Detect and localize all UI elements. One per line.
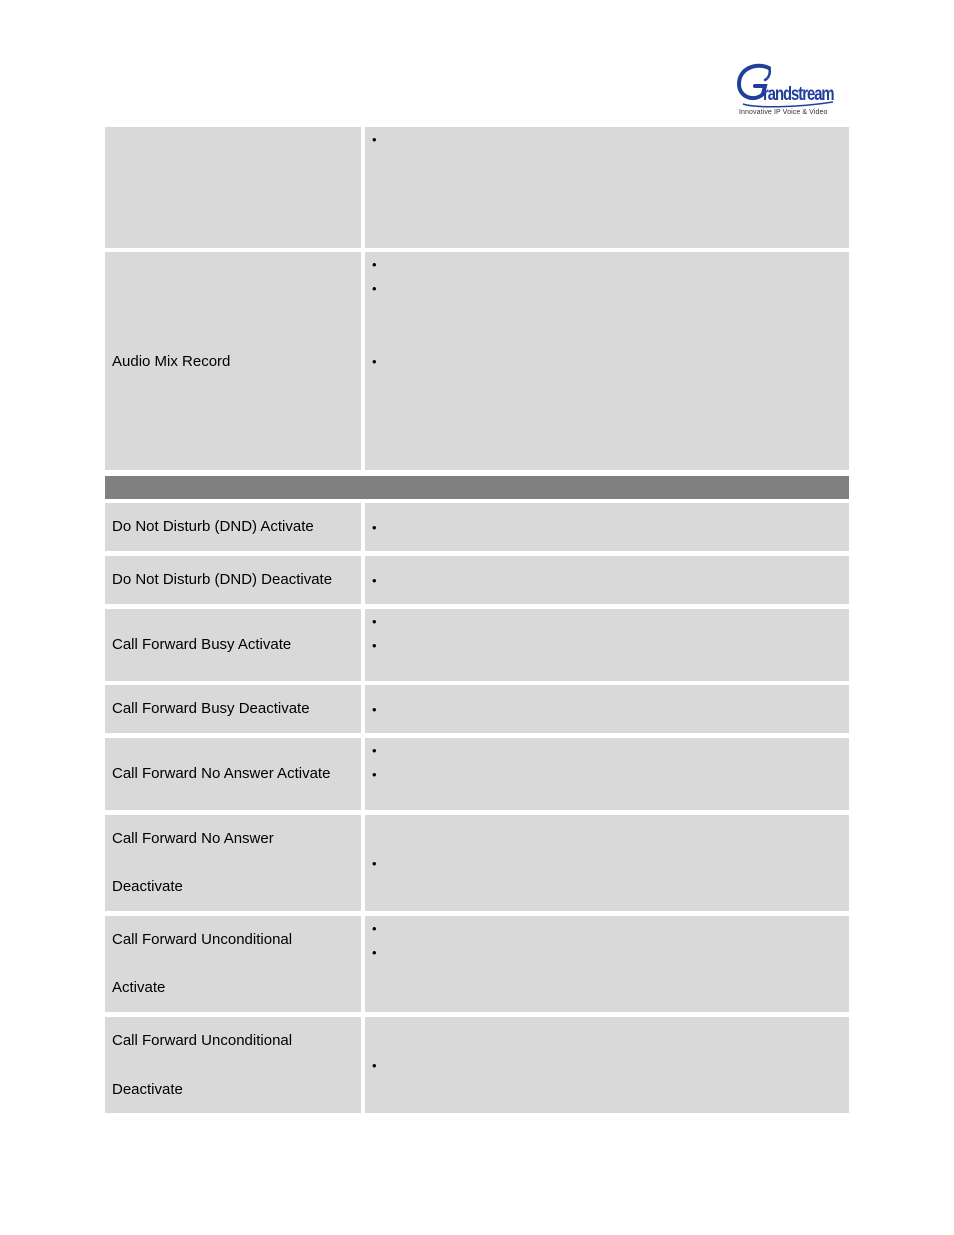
feature-label: Do Not Disturb (DND) Activate [112,518,314,535]
table-row [105,556,849,604]
bullet-icon: • [372,614,377,629]
section-header-bar [105,476,849,499]
feature-description-cell [365,738,849,810]
feature-name-cell [105,815,361,911]
feature-name-cell [105,609,361,681]
table-row [105,127,849,248]
feature-name-cell [105,127,361,248]
bullet-icon: • [372,945,377,960]
feature-description-cell [365,815,849,911]
feature-label: Call Forward No Answer Activate [112,765,331,782]
feature-description-cell [365,1017,849,1113]
feature-label: Deactivate [112,878,183,895]
feature-name-cell [105,252,361,470]
feature-name-cell [105,685,361,733]
feature-label: Activate [112,979,166,996]
feature-description-cell [365,685,849,733]
bullet-icon: • [372,856,377,871]
table-row [105,815,849,911]
feature-description-cell [365,609,849,681]
bullet-icon: • [372,702,377,717]
bullet-icon: • [372,1058,377,1073]
feature-description-cell [365,556,849,604]
bullet-icon: • [372,354,377,369]
feature-label: Call Forward Unconditional [112,1032,293,1049]
logo-wordmark: randstream [763,84,834,105]
table-row [105,609,849,681]
feature-label: Call Forward No Answer [112,830,274,847]
feature-description-cell [365,503,849,551]
feature-label: Call Forward Busy Activate [112,636,292,653]
feature-label: Call Forward Unconditional [112,931,293,948]
feature-name-cell [105,556,361,604]
feature-label: Audio Mix Record [112,353,231,370]
bullet-icon: • [372,573,377,588]
bullet-icon: • [372,520,377,535]
feature-label: Do Not Disturb (DND) Deactivate [112,571,333,588]
bullet-icon: • [372,132,377,147]
table-row [105,916,849,1012]
grandstream-logo [735,60,839,120]
bullet-icon: • [372,743,377,758]
feature-description-cell [365,916,849,1012]
table-row [105,1017,849,1113]
table-row [105,685,849,733]
feature-name-cell [105,916,361,1012]
logo-tagline: Innovative IP Voice & Video [739,109,828,116]
bullet-icon: • [372,281,377,296]
bullet-icon: • [372,638,377,653]
feature-description-cell [365,252,849,470]
table-row [105,252,849,470]
table-row [105,738,849,810]
bullet-icon: • [372,257,377,272]
feature-description-cell [365,127,849,248]
bullet-icon: • [372,767,377,782]
feature-label: Call Forward Busy Deactivate [112,700,310,717]
feature-name-cell [105,1017,361,1113]
table-row [105,503,849,551]
feature-name-cell [105,738,361,810]
bullet-icon: • [372,921,377,936]
feature-name-cell [105,503,361,551]
feature-label: Deactivate [112,1081,183,1098]
